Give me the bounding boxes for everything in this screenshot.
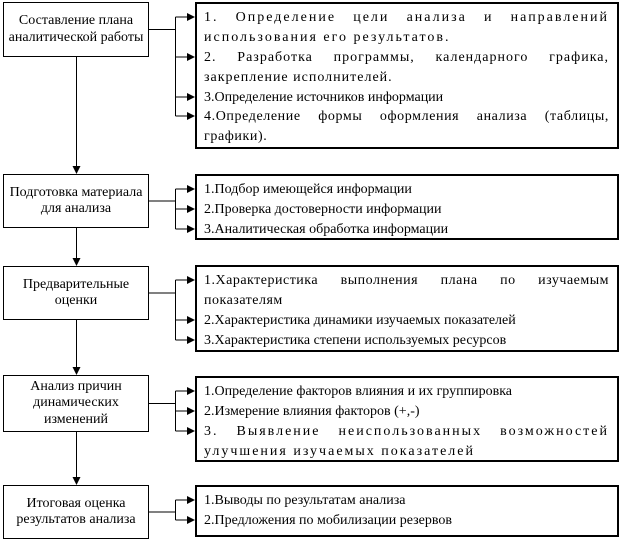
- detail-item: 2.Проверка достоверности информации: [204, 201, 442, 217]
- detail-box-preparation: [195, 174, 619, 240]
- detail-box-preliminary: [195, 265, 619, 352]
- detail-box-causes: [195, 376, 619, 462]
- stage-box-preliminary: [3, 266, 149, 320]
- detail-item: 2.Измерение влияния факторов (+,-): [204, 403, 420, 419]
- detail-box-planning: [195, 2, 619, 149]
- detail-item: 1. Определение цели анализа и направлений использования его результатов.: [204, 10, 609, 45]
- detail-item: 2. Разработка программы, календарного графика, закрепление исполнителей.: [204, 49, 609, 85]
- stage-title-planning: Составление плана аналитической работы: [8, 13, 144, 45]
- detail-item: 3.Определение источников информации: [204, 89, 444, 105]
- detail-item: 3.Характеристика степени используемых ресурсов: [204, 332, 507, 348]
- detail-item: 1.Характеристика выполнения плана по изучаемым показателям: [204, 273, 609, 308]
- detail-item: 3.Аналитическая обработка информации: [204, 221, 449, 237]
- detail-item: 3. Выявление неиспользованных возможностей улучшения изучаемых показателей: [204, 423, 609, 459]
- stage-title-preliminary: Предварительные оценки: [22, 276, 130, 308]
- stage-title-causes: Анализ причин динамических изменений: [30, 379, 122, 427]
- stage-title-preparation: Подготовка материала для анализа: [9, 184, 143, 216]
- stage-box-final: [3, 485, 149, 539]
- detail-item: 2.Характеристика динамики изучаемых показателей: [204, 312, 516, 328]
- detail-box-final: [195, 485, 619, 537]
- stage-box-preparation: [3, 174, 149, 228]
- detail-item: 2.Предложения по мобилизации резервов: [204, 512, 452, 528]
- detail-item: 1.Выводы по результатам анализа: [204, 493, 406, 508]
- stage-box-causes: [3, 375, 149, 432]
- detail-item: 1.Подбор имеющейся информации: [204, 182, 412, 197]
- stage-box-planning: [3, 2, 149, 57]
- stage-title-final: Итоговая оценка результатов анализа: [16, 495, 136, 527]
- detail-item: 1.Определение факторов влияния и их группировка: [204, 384, 513, 399]
- detail-item: 4.Определение формы оформления анализа (таблицы, графики).: [204, 109, 609, 145]
